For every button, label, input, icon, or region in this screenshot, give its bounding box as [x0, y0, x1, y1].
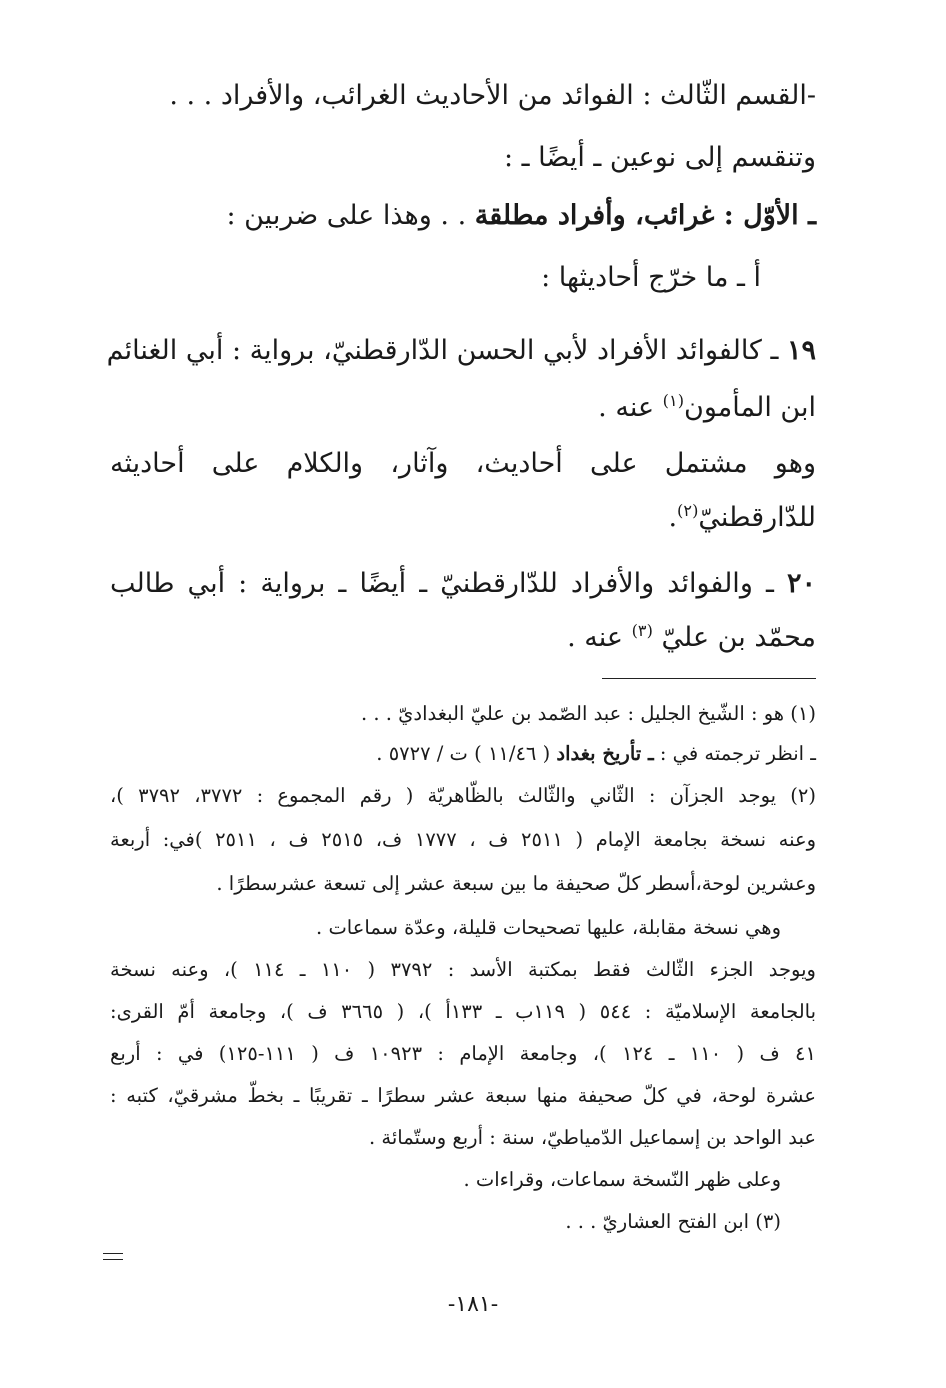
- subheading-rest: . . وهذا على ضربين :: [226, 200, 467, 231]
- text-span: ( ١١/٤٦ ) ت / ٥٧٢٧ .: [376, 742, 551, 765]
- text-span: عنه .: [567, 622, 623, 653]
- footnote-1-line-1: (١) هو : الشّيخ الجليل : عبد الصّمد بن عليّ البغداديّ . . .: [360, 702, 816, 725]
- footnote-2-line-5: ويوجد الجزء الثّالث فقط بمكتبة الأسد : ٣٧٩٢ ( ١١٠ ـ ١١٤ )، وعنه نسخة: [110, 958, 816, 981]
- entry-text: ـ كالفوائد الأفراد لأبي الحسن الدّارقطنيّ، برواية : أبي الغنائم: [106, 335, 779, 366]
- book-title: ـ تأريخ بغداد: [556, 742, 654, 765]
- text-span: عنه .: [598, 392, 655, 423]
- footnote-2-line-9: عبد الواحد بن إسماعيل الدّمياطيّ، سنة : أربع وستّمائة .: [369, 1126, 816, 1149]
- text-line: وتنقسم إلى نوعين ـ أيضًا ـ :: [504, 142, 816, 173]
- entry-20-line-2: [567, 622, 816, 653]
- footnote-separator: [602, 678, 816, 679]
- entry-number: ١٩: [786, 335, 816, 366]
- page-number: -١٨١-: [447, 1292, 499, 1317]
- continuation-mark: [103, 1259, 123, 1260]
- text-span: ابن المأمون: [684, 392, 816, 423]
- entry-19-line-1: [106, 335, 816, 366]
- footnote-2-line-7: ٤١ ف ( ١١٠ ـ ١٢٤ )، وجامعة الإمام : ١٠٩٢٣ ف ( ١١١-١٢٥) في : أربع: [110, 1042, 816, 1065]
- subheading-line: [226, 200, 816, 231]
- entry-19-desc-line-2: [668, 502, 816, 533]
- text-line: أ ـ ما خرّج أحاديثها :: [541, 262, 761, 293]
- entry-19-desc-line-1: وهو مشتمل على أحاديث، وآثار، والكلام على أحاديثه: [110, 448, 816, 479]
- text-span: محمّد بن عليّ: [661, 622, 816, 653]
- footnote-2-line-3: وعشرين لوحة،أسطر كلّ صحيفة ما بين سبعة عشر إلى تسعة عشرسطرًا .: [216, 872, 816, 895]
- footnote-2-line-1: (٢) يوجد الجزآن : الثّاني والثّالث بالظّاهريّة ( رقم المجموع : ٣٧٧٢، ٣٧٩٢ )،: [110, 784, 816, 807]
- footnote-ref: (٢): [677, 501, 699, 520]
- footnote-2-line-2: وعنه نسخة بجامعة الإمام ( ٢٥١١ ف ، ١٧٧٧ ف، ٢٥١٥ ف ، ٢٥١١ )في: أربعة: [110, 828, 817, 851]
- text-span: للدّارقطنيّ: [698, 502, 816, 533]
- text-span: ـ انظر ترجمته في :: [659, 742, 816, 765]
- footnote-3-line-1: (٣) ابن الفتح العشاريّ . . .: [565, 1210, 781, 1233]
- subheading-bold: ـ الأوّل : غرائب، وأفراد مطلقة: [474, 200, 816, 231]
- entry-19-line-2: [598, 392, 816, 423]
- footnote-ref: (١): [662, 391, 685, 410]
- section-heading: -القسم الثّالث : الفوائد من الأحاديث الغرائب، والأفراد . . .: [169, 80, 816, 111]
- entry-number: ٢٠: [786, 568, 816, 599]
- text-span: .: [668, 502, 678, 533]
- footnote-2-line-6: بالجامعة الإسلاميّة : ٥٤٤ ( ١١٩ب ـ ١٣٣أ )، ( ٣٦٦٥ ف )، وجامعة أمّ القرى:: [110, 1000, 817, 1023]
- footnote-2-line-10: وعلى ظهر النّسخة سماعات، وقراءات .: [463, 1168, 781, 1191]
- footnote-2-line-8: عشرة لوحة، في كلّ صحيفة منها سبعة عشر سطرًا ـ تقريبًا ـ بخطّ مشرقيّ، كتبه :: [110, 1084, 816, 1107]
- footnote-2-line-4: وهي نسخة مقابلة، عليها تصحيحات قليلة، وعدّة سماعات .: [316, 916, 781, 939]
- footnote-ref: (٣): [631, 621, 653, 640]
- continuation-mark: [103, 1253, 123, 1254]
- footnote-1-line-2: [376, 742, 816, 765]
- entry-20-line-1: [110, 568, 816, 599]
- entry-text: ـ والفوائد والأفراد للدّارقطنيّ ـ أيضًا ـ برواية : أبي طالب: [110, 568, 774, 599]
